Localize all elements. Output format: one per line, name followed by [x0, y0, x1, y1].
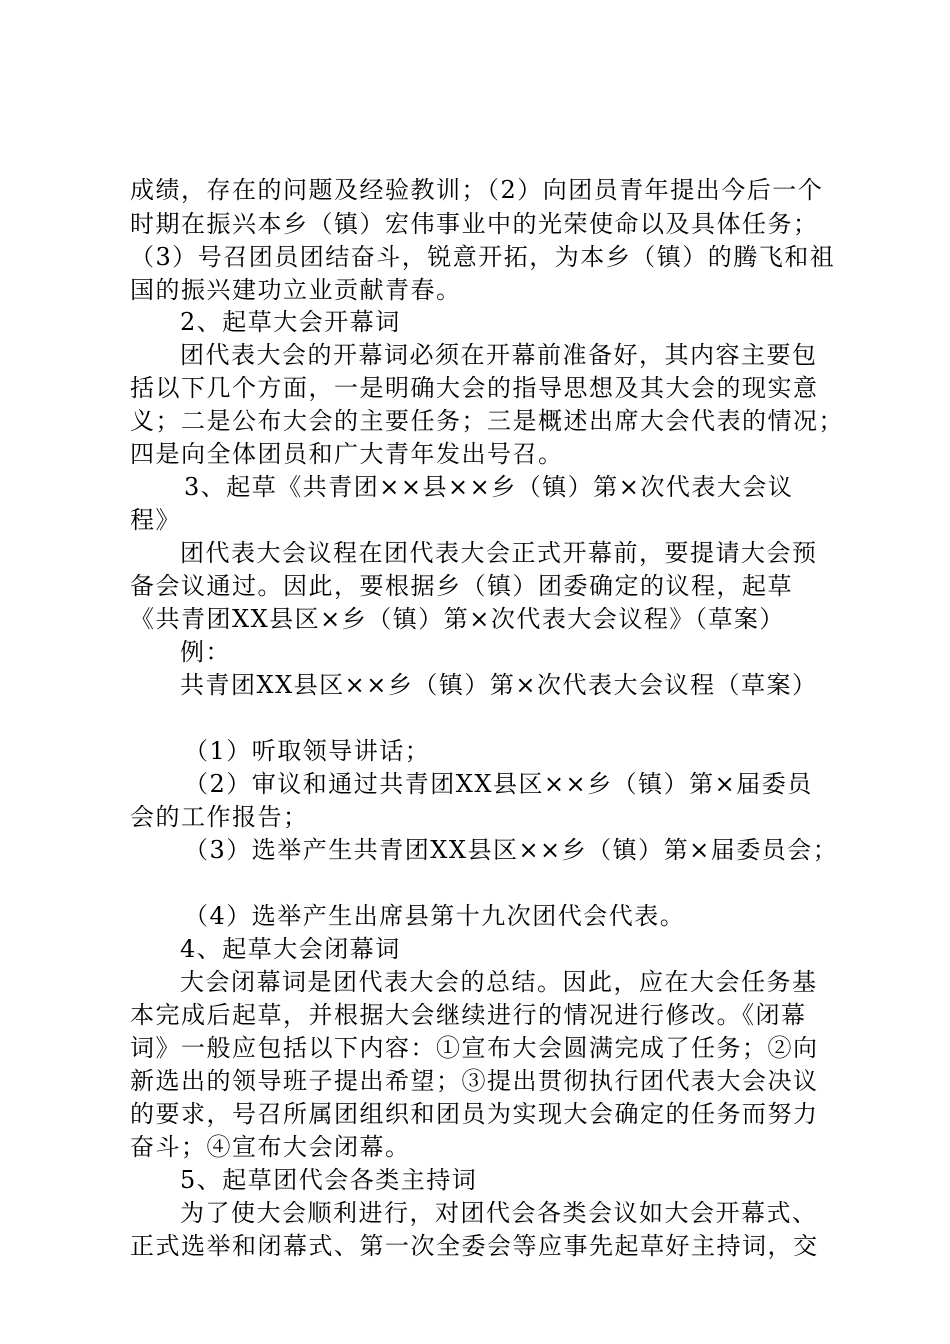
text-line: 成绩，存在的问题及经验教训；（2）向团员青年提出今后一个 [130, 176, 824, 204]
text-line: 奋斗；④宣布大会闭幕。 [130, 1133, 411, 1161]
text-line: 的要求，号召所属团组织和团员为实现大会确定的任务而努力 [130, 1100, 819, 1128]
text-line: 正式选举和闭幕式、第一次全委会等应事先起草好主持词，交 [130, 1232, 819, 1260]
agenda-item: （4）选举产生出席县第十九次团代会代表。 [184, 902, 686, 930]
text-line: （3）号召团员团结奋斗，锐意开拓，为本乡（镇）的腾飞和祖 [130, 243, 836, 271]
section-heading: 3、起草《共青团××县××乡（镇）第×次代表大会议 [184, 473, 794, 501]
text-line: 国的振兴建功立业贡献青春。 [130, 276, 462, 304]
section-heading: 4、起草大会闭幕词 [180, 935, 401, 963]
text-line: 新选出的领导班子提出希望；③提出贯彻执行团代表大会决议 [130, 1067, 819, 1095]
text-line: 《共青团XX县区×乡（镇）第×次代表大会议程》（草案） [130, 605, 785, 633]
section-heading: 5、起草团代会各类主持词 [180, 1166, 478, 1194]
agenda-item: （2）审议和通过共青团XX县区××乡（镇）第×届委员 [184, 770, 813, 798]
section-heading: 2、起草大会开幕词 [180, 308, 401, 336]
text-line: 团代表大会的开幕词必须在开幕前准备好，其内容主要包 [180, 341, 818, 369]
text-line: 备会议通过。因此，要根据乡（镇）团委确定的议程，起草 [130, 572, 793, 600]
text-line: 团代表大会议程在团代表大会正式开幕前，要提请大会预 [180, 539, 818, 567]
agenda-title: 共青团XX县区××乡（镇）第×次代表大会议程（草案） [180, 671, 818, 699]
text-line: 为了使大会顺利进行，对团代会各类会议如大会开幕式、 [180, 1199, 818, 1227]
text-line: 大会闭幕词是团代表大会的总结。因此，应在大会任务基 [180, 968, 818, 996]
agenda-item: （1）听取领导讲话； [184, 737, 431, 765]
text-line: 会的工作报告； [130, 803, 309, 831]
text-line: 括以下几个方面，一是明确大会的指导思想及其大会的现实意 [130, 374, 819, 402]
text-line: 词》一般应包括以下内容：①宣布大会圆满完成了任务；②向 [130, 1034, 819, 1062]
text-line: 本完成后起草，并根据大会继续进行的情况进行修改。《闭幕 [130, 1001, 807, 1029]
text-line: 义；二是公布大会的主要任务；三是概述出席大会代表的情况； [130, 407, 844, 435]
agenda-item: （3）选举产生共青团XX县区××乡（镇）第×届委员会； [184, 836, 839, 864]
text-line: 时期在振兴本乡（镇）宏伟事业中的光荣使命以及具体任务； [130, 210, 819, 238]
text-line: 四是向全体团员和广大青年发出号召。 [130, 440, 564, 468]
text-line: 例： [180, 638, 231, 666]
text-line: 程》 [130, 506, 181, 534]
